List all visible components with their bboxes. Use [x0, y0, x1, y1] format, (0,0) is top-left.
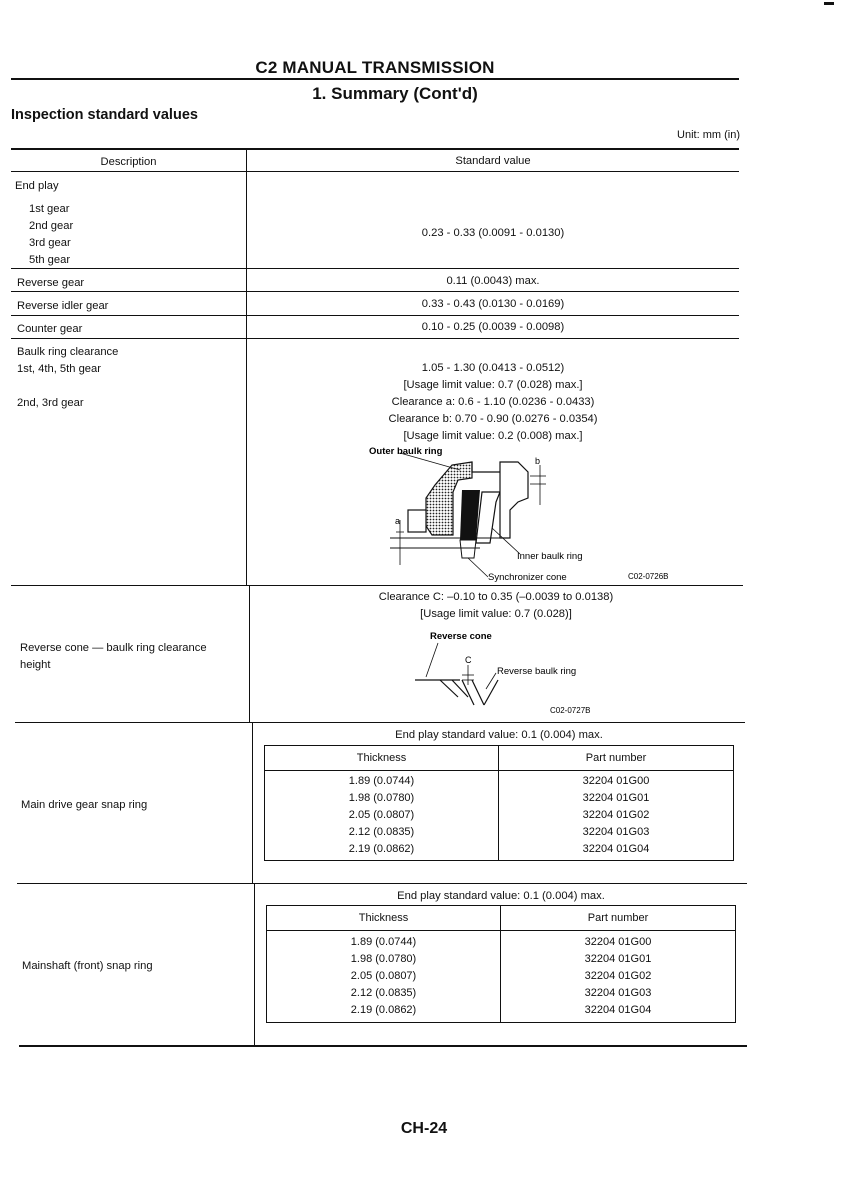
figure-code: C02-0727B: [550, 706, 591, 715]
part-number-header: Part number: [501, 906, 735, 931]
reverse-cone-label-line2: height: [20, 659, 51, 671]
thickness-cell: 2.19 (0.0862): [348, 843, 415, 855]
column-header-standard-value: Standard value: [455, 155, 531, 167]
column-divider: [249, 586, 250, 723]
reverse-cone-label: Reverse cone — baulk ring clearance: [20, 642, 207, 654]
part-number-cell: 32204 01G04: [584, 1004, 652, 1016]
section-heading: Inspection standard values: [11, 107, 198, 123]
baulk-value: [Usage limit value: 0.7 (0.028) max.]: [403, 379, 583, 391]
gear-label: 2nd gear: [29, 220, 74, 232]
main-drive-snap-ring-table: [264, 745, 734, 861]
page-number: CH-24: [400, 1120, 448, 1137]
row-divider: [15, 722, 745, 723]
baulk-value: Clearance a: 0.6 - 1.10 (0.0236 - 0.0433): [391, 396, 595, 408]
table-bottom-rule: [19, 1045, 747, 1047]
page-title: C2 MANUAL TRANSMISSION: [255, 58, 495, 77]
reverse-cone-diagram: [400, 625, 640, 720]
thickness-cell: 1.98 (0.0780): [348, 792, 415, 804]
baulk-value: [Usage limit value: 0.2 (0.008) max.]: [403, 430, 583, 442]
reverse-cone-value: [Usage limit value: 0.7 (0.028)]: [420, 608, 572, 620]
column-divider: [254, 884, 255, 1046]
synchronizer-cone-label: Synchronizer cone: [488, 572, 567, 583]
dimension-c-label: C: [465, 655, 472, 665]
table-header-rule: [11, 171, 739, 172]
thickness-header: Thickness: [267, 906, 500, 931]
outer-baulk-ring-label: Outer baulk ring: [369, 446, 443, 457]
thickness-cell: 2.05 (0.0807): [350, 970, 417, 982]
mainshaft-snap-ring-label: Mainshaft (front) snap ring: [22, 960, 153, 972]
gear-label: 3rd gear: [29, 237, 71, 249]
thickness-cell: 1.89 (0.0744): [350, 936, 417, 948]
main-drive-note: End play standard value: 0.1 (0.004) max.: [395, 729, 603, 741]
mainshaft-note: End play standard value: 0.1 (0.004) max.: [397, 890, 605, 902]
figure-code: C02-0726B: [628, 572, 669, 581]
baulk-sub-label: 1st, 4th, 5th gear: [17, 363, 101, 375]
thickness-cell: 2.19 (0.0862): [350, 1004, 417, 1016]
thickness-cell: 2.12 (0.0835): [348, 826, 415, 838]
part-number-cell: 32204 01G01: [584, 953, 652, 965]
thickness-cell: 1.98 (0.0780): [350, 953, 417, 965]
reverse-cone-value: Clearance C: –0.10 to 0.35 (–0.0039 to 0.0138): [378, 591, 614, 603]
baulk-value: 1.05 - 1.30 (0.0413 - 0.0512): [421, 362, 565, 374]
gear-label: 5th gear: [29, 254, 71, 266]
reverse-cone-diagram-label: Reverse cone: [430, 631, 492, 642]
row-divider: [11, 315, 739, 316]
reverse-baulk-ring-label: Reverse baulk ring: [497, 666, 577, 677]
end-play-label: End play: [15, 180, 59, 192]
counter-gear-label: Counter gear: [17, 323, 83, 335]
baulk-sub-label: 2nd, 3rd gear: [17, 397, 84, 409]
column-divider: [252, 723, 253, 883]
row-divider: [11, 585, 743, 586]
row-divider: [11, 291, 739, 292]
part-number-cell: 32204 01G03: [582, 826, 650, 838]
baulk-ring-label: Baulk ring clearance: [17, 346, 119, 358]
thickness-cell: 2.12 (0.0835): [350, 987, 417, 999]
part-number-cell: 32204 01G01: [582, 792, 650, 804]
page-subtitle: 1. Summary (Cont'd): [312, 84, 478, 103]
inner-baulk-ring-label: Inner baulk ring: [517, 551, 583, 562]
baulk-value: Clearance b: 0.70 - 0.90 (0.0276 - 0.0354): [388, 413, 598, 425]
gear-label: 1st gear: [29, 203, 70, 215]
counter-gear-value: 0.10 - 0.25 (0.0039 - 0.0098): [421, 321, 565, 333]
reverse-gear-label: Reverse gear: [17, 277, 85, 289]
thickness-header: Thickness: [265, 746, 498, 771]
mainshaft-snap-ring-table: [266, 905, 736, 1023]
thickness-cell: 1.89 (0.0744): [348, 775, 415, 787]
column-header-description: Description: [100, 156, 157, 168]
title-rule: [11, 78, 739, 80]
baulk-ring-diagram: [360, 440, 700, 585]
dimension-b-label: b: [535, 456, 541, 466]
row-divider: [11, 338, 739, 339]
dimension-a-label: a: [395, 516, 401, 526]
reverse-idler-label: Reverse idler gear: [17, 300, 109, 312]
part-number-cell: 32204 01G00: [584, 936, 652, 948]
corner-mark: [824, 2, 834, 5]
end-play-value: 0.23 - 0.33 (0.0091 - 0.0130): [421, 227, 565, 239]
row-divider: [17, 883, 747, 884]
main-drive-snap-ring-label: Main drive gear snap ring: [21, 799, 148, 811]
thickness-cell: 2.05 (0.0807): [348, 809, 415, 821]
part-number-cell: 32204 01G02: [582, 809, 650, 821]
row-divider: [11, 268, 739, 269]
part-number-cell: 32204 01G00: [582, 775, 650, 787]
table-top-rule: [11, 148, 739, 150]
part-number-header: Part number: [499, 746, 733, 771]
reverse-idler-value: 0.33 - 0.43 (0.0130 - 0.0169): [421, 298, 565, 310]
part-number-cell: 32204 01G04: [582, 843, 650, 855]
part-number-cell: 32204 01G03: [584, 987, 652, 999]
part-number-cell: 32204 01G02: [584, 970, 652, 982]
reverse-gear-value: 0.11 (0.0043) max.: [446, 275, 540, 287]
unit-label: Unit: mm (in): [677, 129, 740, 141]
